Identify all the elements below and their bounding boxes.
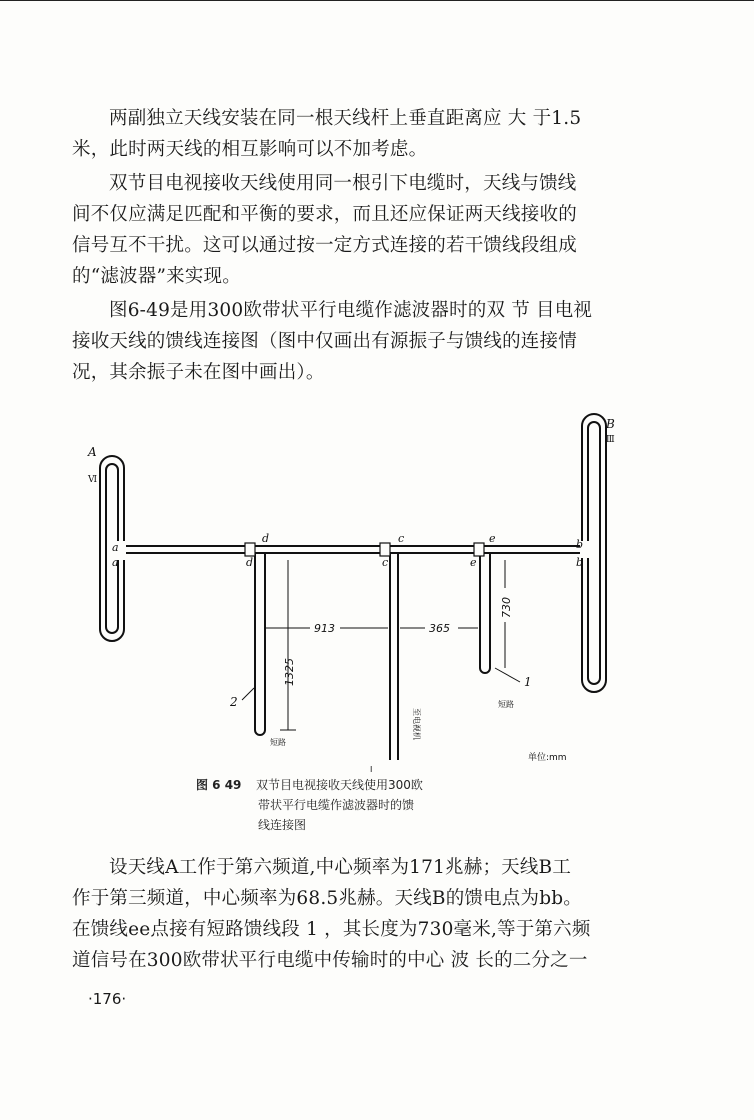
point-e-top: e: [489, 532, 496, 545]
downlead-label: 至电视机: [412, 708, 421, 740]
figure-caption: [196, 775, 496, 835]
paragraph-4: [72, 852, 632, 976]
dim-730: 730: [500, 597, 513, 618]
antenna-a-label: A: [88, 445, 97, 459]
point-d-bottom: d: [246, 556, 254, 569]
stub-1: [480, 553, 490, 673]
stub-2: [255, 553, 265, 735]
caption-line: 线连接图: [258, 818, 307, 832]
point-e-bottom: e: [470, 556, 477, 569]
paragraph-line: 双节目电视接收天线使用同一根引下电缆时，天线与馈线: [109, 173, 577, 194]
antenna-b-outer: [582, 414, 606, 692]
point-a-bottom: a: [112, 556, 119, 569]
joint-c: [380, 543, 390, 556]
paragraph-line: 况，其余振子未在图中画出）。: [72, 362, 325, 383]
paragraph-line: 作于第三频道，中心频率为68.5兆赫。天线B的馈电点为bb。: [72, 888, 582, 909]
paragraph-line: 米，此时两天线的相互影响可以不加考虑。: [72, 139, 428, 160]
paragraph-line: 的“滤波器”来实现。: [72, 266, 241, 287]
paragraph-line: 设天线A工作于第六频道,中心频率为171兆赫；天线B工: [109, 857, 572, 878]
paragraph-line: 在馈线ee点接有短路馈线段 1 ，其长度为730毫米,等于第六频: [72, 919, 591, 940]
short-label-2: 短路: [270, 738, 286, 747]
antenna-a-channel: Ⅵ: [88, 475, 98, 485]
paragraph-line: 间不仅应满足匹配和平衡的要求，而且还应保证两天线接收的: [72, 204, 577, 225]
tick-mark: I: [370, 765, 373, 774]
dim-1325: 1325: [283, 658, 296, 686]
leader-2: [242, 688, 254, 700]
paragraph-line: 接收天线的馈线连接图（图中仅画出有源振子与馈线的连接情: [72, 331, 577, 352]
point-b-top: b: [576, 538, 584, 551]
antenna-b-channel: Ⅲ: [606, 435, 615, 445]
joint-e: [474, 543, 484, 556]
antenna-b-label: B: [606, 417, 615, 431]
point-b-bottom: b: [576, 556, 584, 569]
point-a-top: a: [112, 541, 119, 554]
antenna-b-inner: [588, 422, 600, 684]
joint-d: [245, 543, 255, 556]
paragraph-line: 道信号在300欧带状平行电缆中传输时的中心 波 长的二分之一: [72, 950, 588, 971]
short-label-1: 短路: [498, 700, 514, 709]
stub-2-label: 2: [230, 695, 238, 709]
unit-label: 单位:mm: [528, 753, 567, 763]
caption-line: 带状平行电缆作滤波器时的馈: [258, 798, 415, 812]
paragraph-line: 图6-49是用300欧带状平行电缆作滤波器时的双 节 目电视: [109, 300, 593, 321]
point-d-top: d: [262, 532, 270, 545]
page-number: ·176·: [88, 990, 127, 1008]
point-c-bottom: c: [382, 556, 389, 569]
paragraph-line: 信号互不干扰。这可以通过按一定方式连接的若干馈线段组成: [72, 235, 577, 256]
point-c-top: c: [398, 532, 405, 545]
caption-line: 双节目电视接收天线使用300欧: [256, 778, 423, 792]
paragraph-line: 两副独立天线安装在同一根天线杆上垂直距离应 大 于1.5: [109, 108, 582, 129]
stub-1-label: 1: [524, 675, 532, 689]
leader-1: [495, 668, 520, 682]
dim-913: 913: [314, 622, 335, 635]
figure-number: 图 6 49: [196, 778, 242, 792]
dim-365: 365: [429, 622, 450, 635]
